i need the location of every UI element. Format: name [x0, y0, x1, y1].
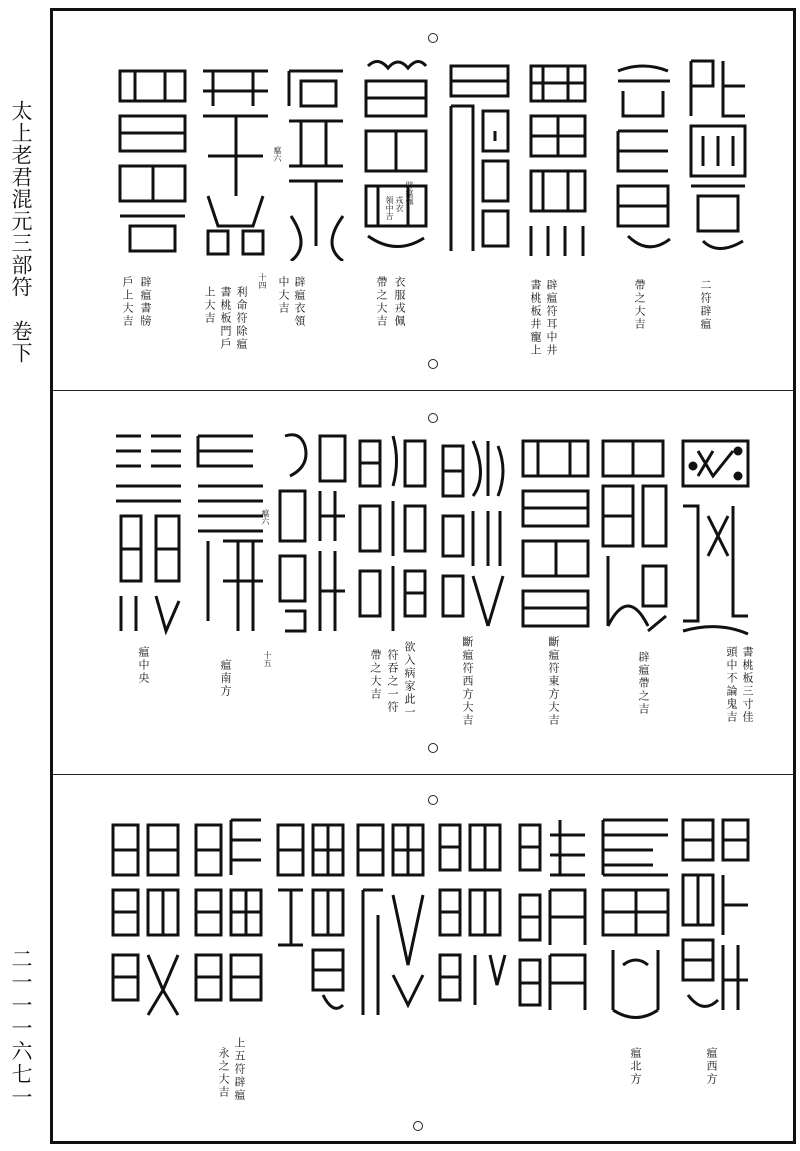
margin-page-number: 二一一一六七一 [9, 948, 33, 1109]
binding-ring [413, 1121, 423, 1131]
talisman-glyph [435, 815, 510, 1025]
talisman-caption: 上五符辟瘟 [233, 1037, 246, 1102]
talisman-caption: 利命符除瘟 [235, 286, 248, 351]
talisman-caption: 斷瘟符東方大吉 [547, 636, 560, 727]
talisman-caption: 瘟中央 [137, 646, 150, 685]
talisman-caption: 瘟西方 [705, 1047, 718, 1086]
talisman-side-note: 瘟六 [273, 146, 282, 162]
talisman-caption: 帶之大吉 [369, 649, 382, 701]
talisman-glyph [193, 431, 268, 641]
talisman-panel-1 [53, 11, 793, 391]
talisman-caption: 辟瘟書牓 [139, 276, 152, 328]
talisman-caption: 衣服戎佩 [393, 276, 406, 328]
talisman-caption: 頭中不論鬼吉 [725, 646, 738, 724]
talisman-glyph [111, 431, 186, 641]
talisman-caption: 帶之大吉 [375, 276, 388, 328]
talisman-side-note: 辟瘟佩 [405, 181, 414, 205]
talisman-glyph [275, 431, 350, 641]
talisman-glyph [355, 431, 430, 641]
talisman-glyph [608, 61, 678, 256]
talisman-caption: 中大吉 [277, 276, 290, 315]
talisman-glyph [438, 436, 513, 636]
talisman-caption: 上大吉 [203, 286, 216, 325]
talisman-side-note: 瘟六 [261, 509, 270, 525]
talisman-glyph [598, 436, 673, 641]
talisman-caption: 斷瘟符西方大吉 [461, 636, 474, 727]
talisman-glyph [678, 436, 753, 641]
binding-ring [428, 795, 438, 805]
talisman-caption: 欲入病家此一 [403, 641, 416, 719]
binding-ring [428, 743, 438, 753]
talisman-glyph [198, 66, 273, 256]
talisman-glyph [598, 815, 673, 1025]
talisman-caption: 戶上大吉 [121, 276, 134, 328]
binding-ring [428, 413, 438, 423]
talisman-side-note: 領中吉 [385, 196, 394, 220]
talisman-glyph [515, 815, 590, 1025]
talisman-caption: 書桃板三寸佳 [741, 646, 754, 724]
talisman-glyph [523, 61, 593, 256]
talisman-caption: 辟瘟帶之吉 [637, 651, 650, 716]
talisman-caption: 書桃板門戶 [219, 286, 232, 351]
talisman-glyph [273, 815, 348, 1025]
talisman-panel-2 [53, 391, 793, 775]
binding-ring [428, 33, 438, 43]
talisman-caption: 辟瘟衣領 [293, 276, 306, 328]
talisman-caption: 帶之大吉 [633, 279, 646, 331]
talisman-panel-3 [53, 775, 793, 1141]
talisman-caption: 書桃板井寵上 [529, 279, 542, 357]
talisman-glyph [358, 56, 433, 256]
talisman-caption: 符吞之一符 [386, 649, 399, 714]
talisman-caption: 二符辟瘟 [699, 279, 712, 331]
talisman-glyph [518, 436, 593, 636]
talisman-glyph [678, 815, 753, 1025]
talisman-glyph [683, 56, 753, 256]
page-frame [50, 8, 796, 1144]
binding-ring [428, 359, 438, 369]
talisman-side-note: 戎衣 [395, 196, 404, 212]
talisman-caption: 瘟北方 [629, 1047, 642, 1086]
talisman-glyph [443, 61, 518, 256]
talisman-glyph [108, 815, 183, 1025]
talisman-caption: 永之大吉 [217, 1047, 230, 1099]
talisman-caption: 辟瘟符耳中井 [545, 279, 558, 357]
talisman-glyph [115, 66, 190, 256]
talisman-glyph [281, 66, 351, 261]
talisman-caption: 瘟南方 [219, 659, 232, 698]
margin-book-title: 太上老君混元三部符 卷下 [9, 100, 33, 364]
talisman-number: 十四 [258, 273, 267, 289]
talisman-number: 十五 [263, 651, 272, 667]
talisman-glyph [353, 815, 428, 1025]
talisman-glyph [191, 815, 266, 1025]
